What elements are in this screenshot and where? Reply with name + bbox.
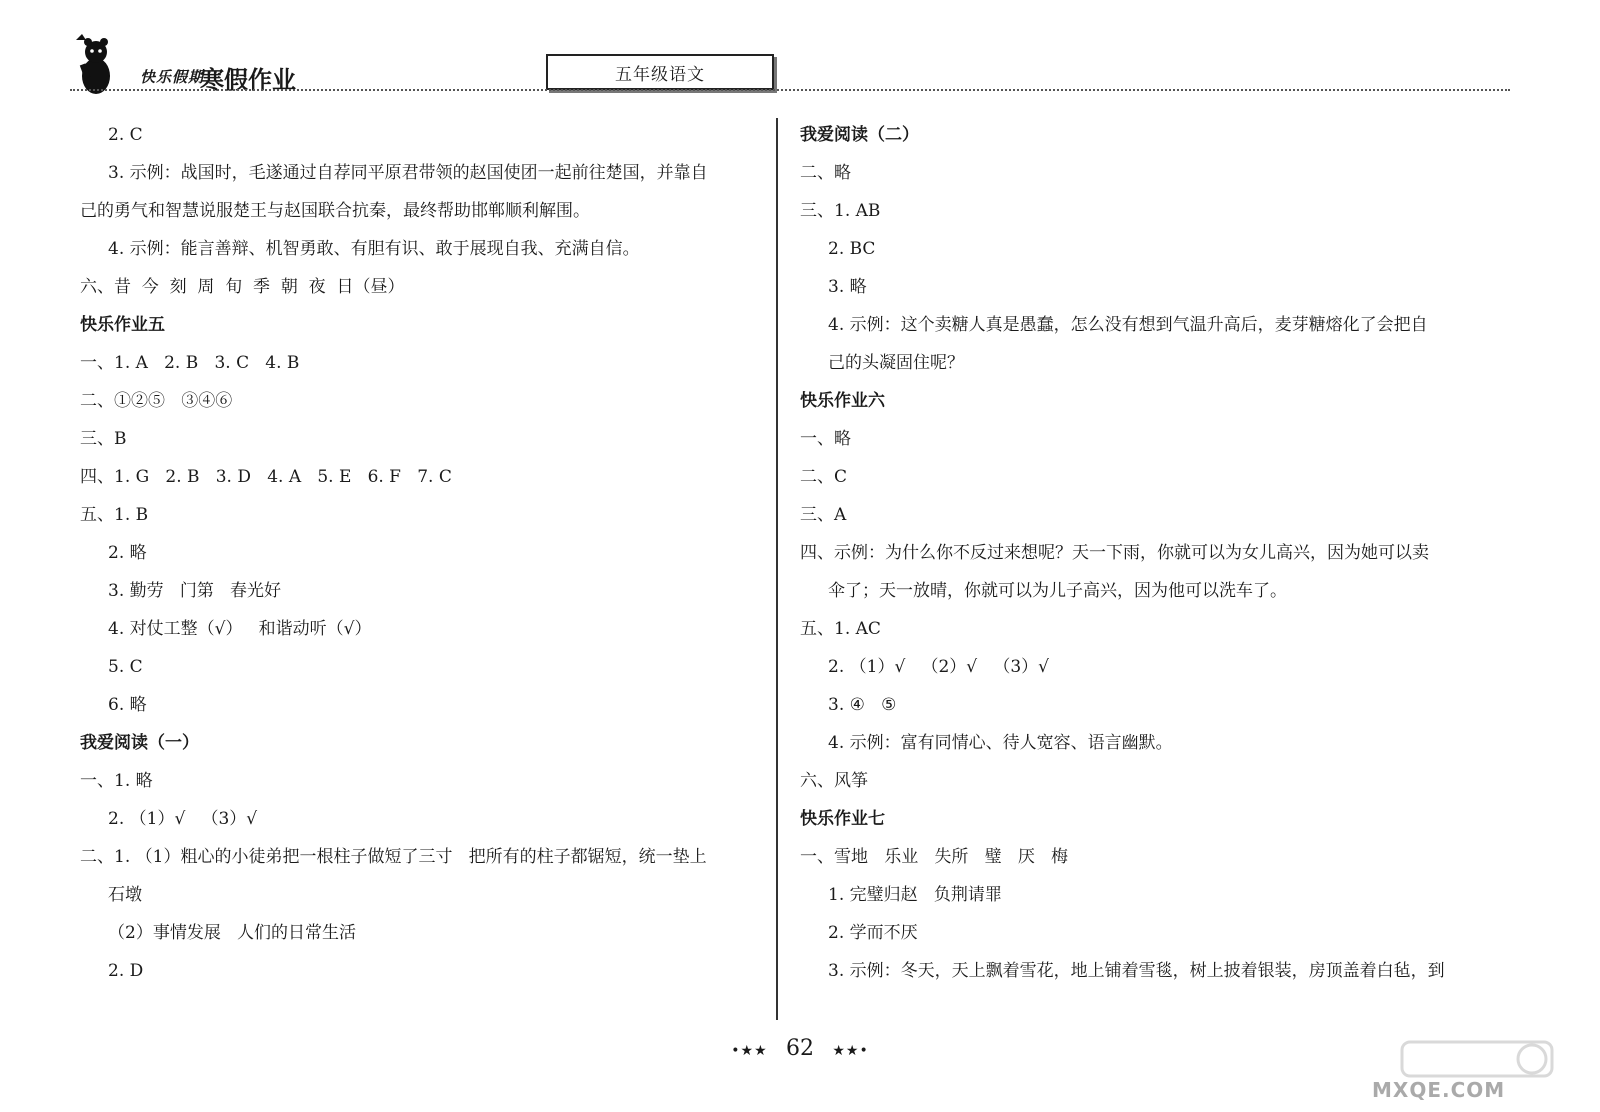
answer-line: 四、示例：为什么你不反过来想呢？天一下雨，你就可以为女儿高兴，因为她可以卖 <box>800 543 1429 563</box>
answer-line: 2. 学而不厌 <box>828 923 918 943</box>
answer-line: 4. 示例：能言善辩、机智勇敢、有胆有识、敢于展现自我、充满自信。 <box>108 239 640 259</box>
answer-line: 3. 示例：冬天，天上飘着雪花，地上铺着雪毯，树上披着银装，房顶盖着白毡，到 <box>828 961 1445 981</box>
answer-line: 二、C <box>800 467 848 487</box>
page-footer <box>0 1036 1600 1061</box>
page-header <box>60 28 1520 98</box>
answer-line: 六、昔 今 刻 周 旬 季 朝 夜 日（昼） <box>80 277 405 297</box>
answer-line: 4. 对仗工整（√） 和谐动听（√） <box>108 619 372 639</box>
answer-line: 一、雪地 乐业 失所 璧 厌 梅 <box>800 847 1069 867</box>
answer-line: 4. 示例：富有同情心、待人宽容、语言幽默。 <box>828 733 1173 753</box>
footer-stars-left: •★★ <box>731 1043 768 1059</box>
answer-line: 一、1. A 2. B 3. C 4. B <box>80 353 300 373</box>
answer-line: 五、1. AC <box>800 619 881 639</box>
section-heading: 快乐作业五 <box>80 315 165 335</box>
answer-line: 石墩 <box>108 885 142 905</box>
answer-line: 伞了；天一放晴，你就可以为儿子高兴，因为他可以洗车了。 <box>828 581 1287 601</box>
left-answer-column <box>80 116 770 990</box>
section-heading: 我爱阅读（二） <box>800 125 919 145</box>
answer-line: 3. 略 <box>828 277 867 297</box>
section-heading: 我爱阅读（一） <box>80 733 199 753</box>
answer-line: 一、略 <box>800 429 851 449</box>
right-answer-column <box>800 116 1500 990</box>
answer-line: 3. ④ ⑤ <box>828 695 897 715</box>
answer-line: 一、1. 略 <box>80 771 153 791</box>
watermark-text: MXQE.COM <box>1372 1078 1506 1102</box>
column-divider <box>776 118 778 1020</box>
header-divider <box>70 89 1510 91</box>
answer-line: 三、1. AB <box>800 201 881 221</box>
answer-line: 2. （1）√ （3）√ <box>108 809 258 829</box>
answer-line: 己的勇气和智慧说服楚王与赵国联合抗秦，最终帮助邯郸顺利解围。 <box>80 201 590 221</box>
answer-line: 2. D <box>108 961 144 981</box>
answer-line: 2. C <box>108 125 143 145</box>
footer-stars-right: ★★• <box>832 1043 869 1059</box>
answer-line: 2. BC <box>828 239 876 259</box>
grade-label: 五年级语文 <box>546 54 774 90</box>
page-number: 62 <box>786 1036 814 1061</box>
section-heading: 快乐作业七 <box>800 809 885 829</box>
answer-line: 4. 示例：这个卖糖人真是愚蠢，怎么没有想到气温升高后，麦芽糖熔化了会把自 <box>828 315 1428 335</box>
answer-line: 三、B <box>80 429 127 449</box>
answer-line: 6. 略 <box>108 695 147 715</box>
answer-line: 六、风筝 <box>800 771 868 791</box>
answer-line: 3. 勤劳 门第 春光好 <box>108 581 282 601</box>
answer-line: 2. （1）√ （2）√ （3）√ <box>828 657 1049 677</box>
answer-line: 1. 完璧归赵 负荆请罪 <box>828 885 1002 905</box>
answer-line: 己的头凝固住呢？ <box>828 353 964 373</box>
answer-line: 三、A <box>800 505 847 525</box>
answer-line: 5. C <box>108 657 143 677</box>
answer-line: 二、1. （1）粗心的小徒弟把一根柱子做短了三寸 把所有的柱子都锯短，统一垫上 <box>80 847 707 867</box>
section-heading: 快乐作业六 <box>800 391 885 411</box>
answer-line: （2）事情发展 人们的日常生活 <box>108 923 357 943</box>
answer-line: 五、1. B <box>80 505 149 525</box>
brand-script: 快乐假期 <box>140 68 205 86</box>
answer-line: 二、略 <box>800 163 851 183</box>
answer-line: 3. 示例：战国时，毛遂通过自荐同平原君带领的赵国使团一起前往楚国，并靠自 <box>108 163 708 183</box>
answer-line: 二、①②⑤ ③④⑥ <box>80 391 233 411</box>
answer-line: 四、1. G 2. B 3. D 4. A 5. E 6. F 7. C <box>80 467 452 487</box>
answer-line: 2. 略 <box>108 543 147 563</box>
brand-title: 寒假作业 <box>200 66 296 94</box>
